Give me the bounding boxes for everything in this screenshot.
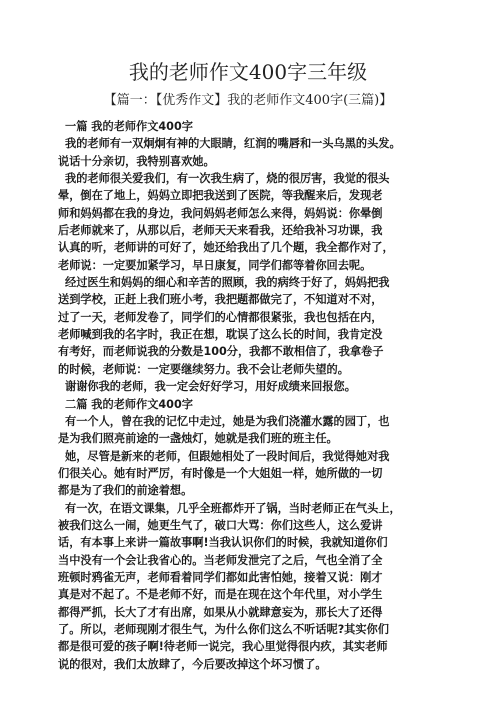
text-line: 班顿时鸦雀无声，老师看着同学们都如此害怕她，接着又说：刚才: [58, 570, 383, 584]
text-line: 说话十分亲切，我特别喜欢她。: [58, 154, 215, 168]
text-line: 们很关心。她有时严厉，有时像是一个大姐姐一样，她所做的一切: [58, 466, 383, 480]
text-line: 有一次，在语文课集，几乎全班都炸开了锅，当时老师正在气头上，: [65, 501, 401, 515]
text-line: 了。所以，老师现刚才很生气，为什么你们这么不听话呢?其实你们: [58, 622, 389, 636]
document-subtitle: 【篇一：【优秀作文】我的老师作文400字(三篇)】: [103, 93, 393, 108]
text-line: 二篇 我的老师作文400字: [65, 397, 193, 411]
text-line: 一篇 我的老师作文400字: [65, 120, 193, 133]
text-line: 经过医生和妈妈的细心和辛苦的照顾，我的病终于好了，妈妈把我: [65, 276, 390, 290]
text-line: 有一个人，曾在我的记忆中走过，她是为我们浇灌水露的园丁，也: [65, 414, 390, 428]
text-line: 的时候，老师说：一定要继续努力。我不会让老师失望的。: [58, 362, 349, 376]
text-line: 说的很对，我们太放肆了，今后要改掉这个坏习惯了。: [58, 657, 327, 671]
text-line: 过了一天，老师发卷了，同学们的心情都很紧张，我也包括在内，: [58, 310, 383, 324]
document-title: 我的老师作文400字三年级: [128, 60, 368, 84]
text-line: 谢谢你我的老师，我一定会好好学习，用好成绩来回报您。: [65, 380, 356, 394]
text-line: 话，有本事上来讲一篇故事啊!当我认识你们的时候，我就知道你们: [58, 536, 388, 550]
text-line: 老师喊到我的名字时，我正在想，耽误了这么长的时间，我肯定没: [58, 328, 383, 342]
text-line: 都得严抓，长大了才有出席，如果从小就肆意妄为，那长大了还得: [58, 605, 383, 619]
text-line: 当中没有一个会让我省心的。当老师发泄完了之后，气也全消了全: [58, 553, 383, 567]
text-line: 晕，倒在了地上，妈妈立即把我送到了医院，等我醒来后，发现老: [58, 189, 383, 203]
text-line: 我的老师有一双炯炯有神的大眼睛，红润的嘴唇和一头乌黑的头发。: [65, 137, 401, 151]
document-body: [58, 118, 446, 673]
text-line: 她，尽管是新来的老师，但跟她相处了一段时间后，我觉得她对我: [65, 449, 390, 463]
text-line: 老师说：一定要加紧学习，早日康复，同学们都等着你回去呢。: [58, 258, 372, 272]
text-line: 认真的听，老师讲的可好了，她还给我出了几个题，我全都作对了，: [58, 241, 394, 255]
text-line: 被我们这么一闹，她更生气了，破口大骂：你们这些人，这么爱讲: [58, 518, 383, 532]
text-line: 都是很可爱的孩子啊!待老师一说完，我心里觉得很内疚，其实老师: [58, 640, 388, 654]
text-line: 送到学校，正赶上我们班小考，我把题都做完了，不知道对不对，: [58, 293, 383, 307]
text-line: 真是对不起了。不是老师不好，而是在现在这个年代里，对小学生: [58, 588, 383, 602]
text-line: 我的老师很关爱我们，有一次我生病了，烧的很厉害，我觉的很头: [65, 172, 390, 186]
text-line: 师和妈妈都在我的身边，我问妈妈老师怎么来得，妈妈说：你晕倒: [58, 206, 383, 220]
text-line: 后老师就来了，从那以后，老师天天来看我，还给我补习功课，我: [58, 224, 383, 238]
text-line: 是为我们照亮前途的一盏烛灯，她就是我们班的班主任。: [58, 432, 338, 446]
text-line: 都是为了我们的前途着想。: [58, 484, 193, 498]
text-line: 有考好，而老师说我的分数是100分，我都不敢相信了，我拿卷子: [58, 345, 384, 359]
